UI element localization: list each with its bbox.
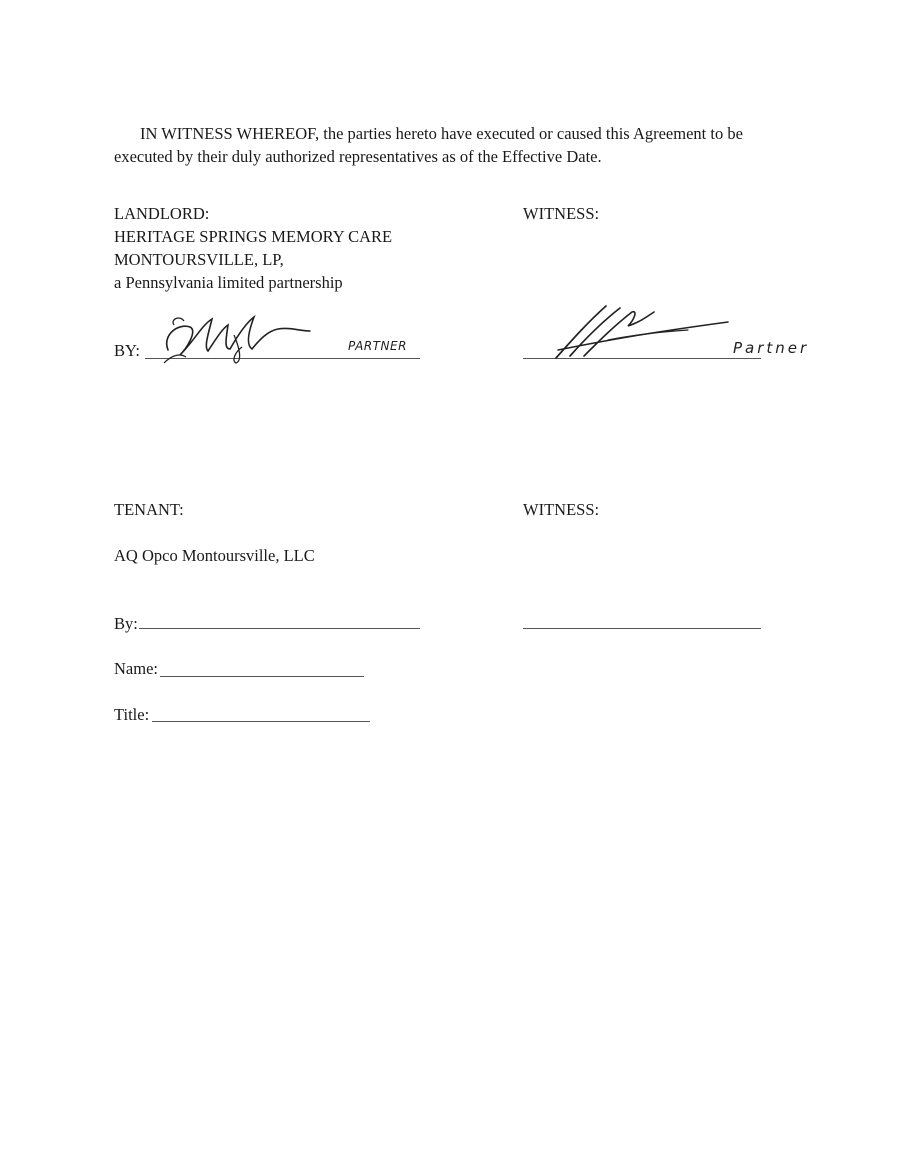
landlord-signature (150, 305, 350, 365)
tenant-title-label: Title: (114, 705, 150, 724)
landlord-entity: a Pennsylvania limited partnership (114, 273, 343, 292)
landlord-name-line-1: HERITAGE SPRINGS MEMORY CARE (114, 227, 393, 246)
tenant-witness-heading: WITNESS: (523, 500, 600, 519)
tenant-name: AQ Opco Montoursville, LLC (114, 546, 315, 565)
tenant-by-line[interactable] (139, 628, 420, 629)
landlord-signer-title: PARTNER (348, 339, 407, 353)
landlord-by-label: BY: (114, 341, 140, 360)
tenant-title-line[interactable] (152, 721, 370, 722)
landlord-name-line-2: MONTOURSVILLE, LP, (114, 250, 284, 269)
landlord-witness-heading: WITNESS: (523, 204, 600, 223)
intro-line-2: executed by their duly authorized representatives as of the Effective Date. (114, 147, 602, 166)
tenant-witness-signature-line[interactable] (523, 628, 761, 629)
tenant-heading: TENANT: (114, 500, 184, 519)
landlord-witness-title: Partner (733, 339, 810, 357)
tenant-name-label: Name: (114, 659, 158, 678)
witness-whereof-paragraph (114, 122, 794, 168)
tenant-by-label: By: (114, 614, 138, 633)
tenant-name-line[interactable] (160, 676, 364, 677)
intro-line-1: IN WITNESS WHEREOF, the parties hereto have executed or caused this Agreement to be (140, 124, 743, 143)
landlord-witness-signature (548, 300, 738, 364)
landlord-heading: LANDLORD: (114, 204, 210, 223)
